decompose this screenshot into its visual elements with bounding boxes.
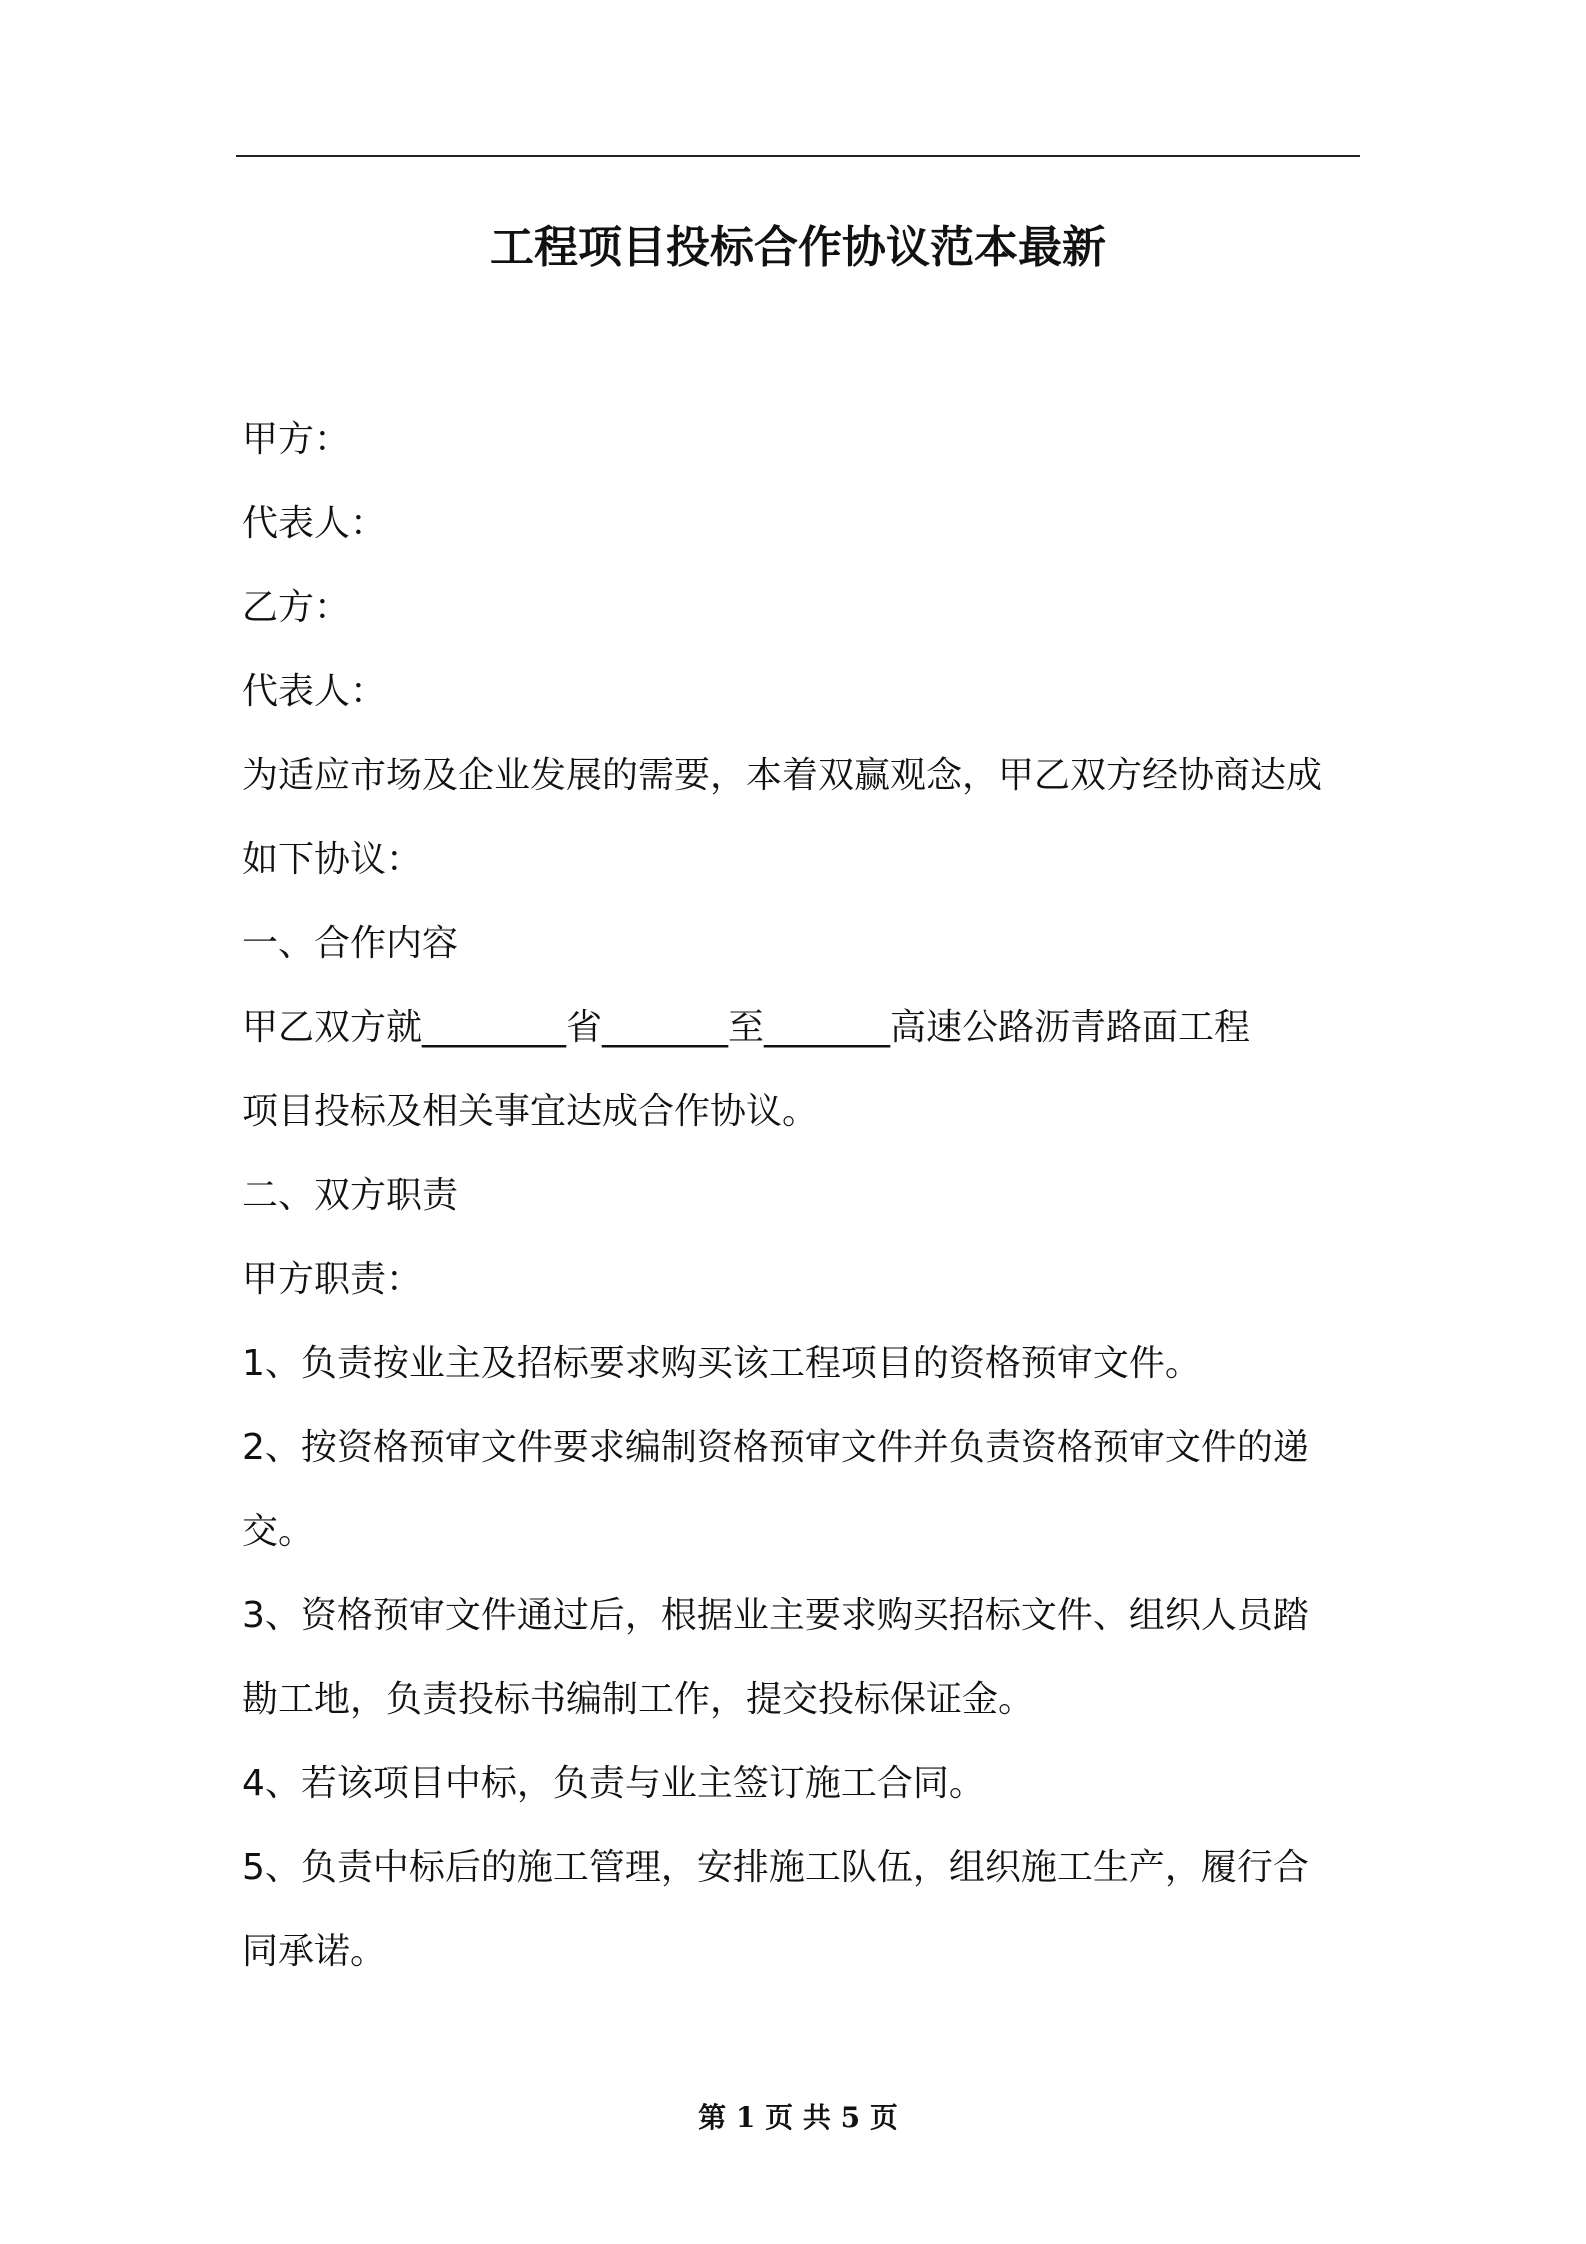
responsibility-item-1: 1、负责按业主及招标要求购买该工程项目的资格预审文件。 xyxy=(242,1343,1201,1384)
party-a-label: 甲方： xyxy=(242,419,351,460)
responsibility-item-3-line-1: 3、资格预审文件通过后，根据业主要求购买招标文件、组织人员踏 xyxy=(242,1595,1309,1636)
header-rule xyxy=(236,155,1360,157)
document-title: 工程项目投标合作协议范本最新 xyxy=(490,222,1106,273)
section-heading-cooperation: 一、合作内容 xyxy=(242,923,459,964)
responsibility-item-2-line-1: 2、按资格预审文件要求编制资格预审文件并负责资格预审文件的递 xyxy=(242,1427,1309,1468)
party-a-representative-label: 代表人： xyxy=(242,503,387,544)
party-b-label: 乙方： xyxy=(242,587,351,628)
preamble-line-2: 如下协议： xyxy=(242,839,423,880)
responsibility-item-4: 4、若该项目中标，负责与业主签订施工合同。 xyxy=(242,1763,985,1804)
responsibility-item-3-line-2: 勘工地，负责投标书编制工作，提交投标保证金。 xyxy=(242,1679,1035,1720)
party-a-responsibilities-heading: 甲方职责： xyxy=(242,1259,423,1300)
responsibility-item-5-line-1: 5、负责中标后的施工管理，安排施工队伍，组织施工生产，履行合 xyxy=(242,1847,1309,1888)
document-body xyxy=(242,398,1360,1994)
cooperation-content-line-2: 项目投标及相关事宜达成合作协议。 xyxy=(242,1091,819,1132)
party-b-representative-label: 代表人： xyxy=(242,671,387,712)
cooperation-content-line-1: 甲乙双方就________省_______至_______高速公路沥青路面工程 xyxy=(242,1007,1251,1048)
page-number-footer: 第 1 页 共 5 页 xyxy=(698,2101,898,2134)
responsibility-item-2-line-2: 交。 xyxy=(242,1511,315,1552)
preamble-line-1: 为适应市场及企业发展的需要，本着双赢观念，甲乙双方经协商达成 xyxy=(242,755,1323,796)
section-heading-responsibilities: 二、双方职责 xyxy=(242,1175,459,1216)
responsibility-item-5-line-2: 同承诺。 xyxy=(242,1931,387,1972)
